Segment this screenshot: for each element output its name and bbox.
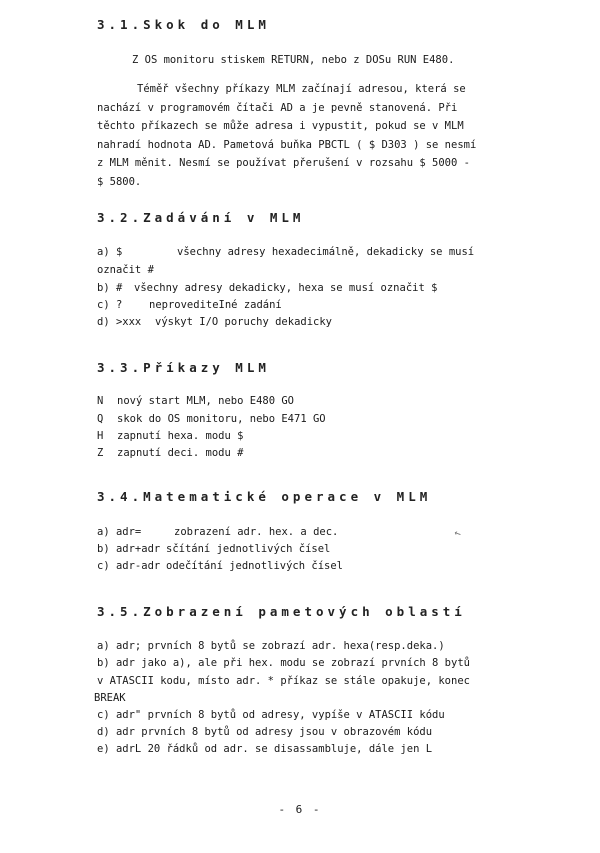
list-item xyxy=(97,445,243,461)
list-item xyxy=(97,524,338,540)
paragraph-line: těchto příkazech se může adresa i vypustit, pokud se v MLM xyxy=(97,120,464,132)
list-item xyxy=(97,314,332,330)
section-3-2-heading: 3.2.Zadávání v MLM xyxy=(97,210,305,225)
list-text: výskyt I/O poruchy dekadicky xyxy=(155,316,333,328)
list-text: neprovediteIné zadání xyxy=(149,299,282,311)
list-key: a) adr= xyxy=(97,526,142,538)
list-key: N xyxy=(97,395,104,407)
section-3-3-heading: 3.3.Příkazy MLM xyxy=(97,360,270,375)
list-text: odečítání jednotlivých čísel xyxy=(166,560,344,572)
list-item: e) adrL 20 řádků od adr. se disassambluje, dále jen L xyxy=(97,743,433,755)
list-item xyxy=(97,262,154,278)
stray-pen-mark: ↖ xyxy=(451,525,464,540)
list-key: b) # xyxy=(97,282,123,294)
list-item: a) adr; prvních 8 bytů se zobrazí adr. hexa(resp.deka.) xyxy=(97,640,445,652)
list-item xyxy=(97,428,243,444)
list-text: skok do OS monitoru, nebo E471 GO xyxy=(117,413,326,425)
paragraph-line: $ 5800. xyxy=(97,175,142,188)
list-key: d) >xxx xyxy=(97,316,142,328)
list-item xyxy=(97,280,437,296)
list-text: zobrazení adr. hex. a dec. xyxy=(174,526,339,538)
section-3-1-heading: 3.1.Skok do MLM xyxy=(97,17,270,32)
list-item: b) adr jako a), ale při hex. modu se zobrazí prvních 8 bytů xyxy=(97,657,470,669)
list-text: označit # xyxy=(97,264,154,276)
page-number: - 6 - xyxy=(278,803,322,816)
list-text: všechny adresy dekadicky, hexa se musí označit $ xyxy=(134,282,438,294)
list-key: a) $ xyxy=(97,246,123,258)
list-item xyxy=(97,297,282,313)
list-key: Q xyxy=(97,413,104,425)
list-key: H xyxy=(97,430,104,442)
list-text: sčítání jednotlivých čísel xyxy=(166,543,331,555)
list-text: všechny adresy hexadecimálně, dekadicky se musí xyxy=(177,246,475,258)
list-key: Z xyxy=(97,447,104,459)
list-item: v ATASCII kodu, místo adr. * příkaz se stále opakuje, konec xyxy=(97,675,470,687)
section-3-1-intro: Z OS monitoru stiskem RETURN, nebo z DOSu RUN E480. xyxy=(132,54,455,66)
list-item xyxy=(97,393,294,409)
paragraph-line: nachází v programovém čítači AD a je pevně stanovená. Při xyxy=(97,101,458,114)
list-item: d) adr prvních 8 bytů od adresy jsou v obrazovém kódu xyxy=(97,726,433,738)
list-text: nový start MLM, nebo E480 GO xyxy=(117,395,295,407)
section-3-1-paragraph xyxy=(97,80,533,191)
list-item: BREAK xyxy=(94,692,126,704)
section-3-5-heading: 3.5.Zobrazení pametových oblastí xyxy=(97,604,466,619)
list-item xyxy=(97,558,343,574)
paragraph-line: z MLM měnit. Nesmí se používat přerušení v rozsahu $ 5000 - xyxy=(97,157,470,169)
list-key: c) adr-adr xyxy=(97,560,161,572)
list-key: b) adr+adr xyxy=(97,543,161,555)
paragraph-line: nahradí hodnota AD. Pametová buňka PBCTL ( $ D303 ) se nesmí xyxy=(97,138,477,151)
list-item xyxy=(97,541,330,557)
list-item xyxy=(97,244,474,260)
list-text: zapnutí deci. modu # xyxy=(117,447,244,459)
paragraph-line: Téměř všechny příkazy MLM začínají adresou, která se xyxy=(137,83,466,95)
section-3-4-heading: 3.4.Matematické operace v MLM xyxy=(97,489,432,504)
list-text: zapnutí hexa. modu $ xyxy=(117,430,244,442)
list-item: c) adr" prvních 8 bytů od adresy, vypíše v ATASCII kódu xyxy=(97,709,445,721)
list-item xyxy=(97,411,326,427)
list-key: c) ? xyxy=(97,299,123,311)
